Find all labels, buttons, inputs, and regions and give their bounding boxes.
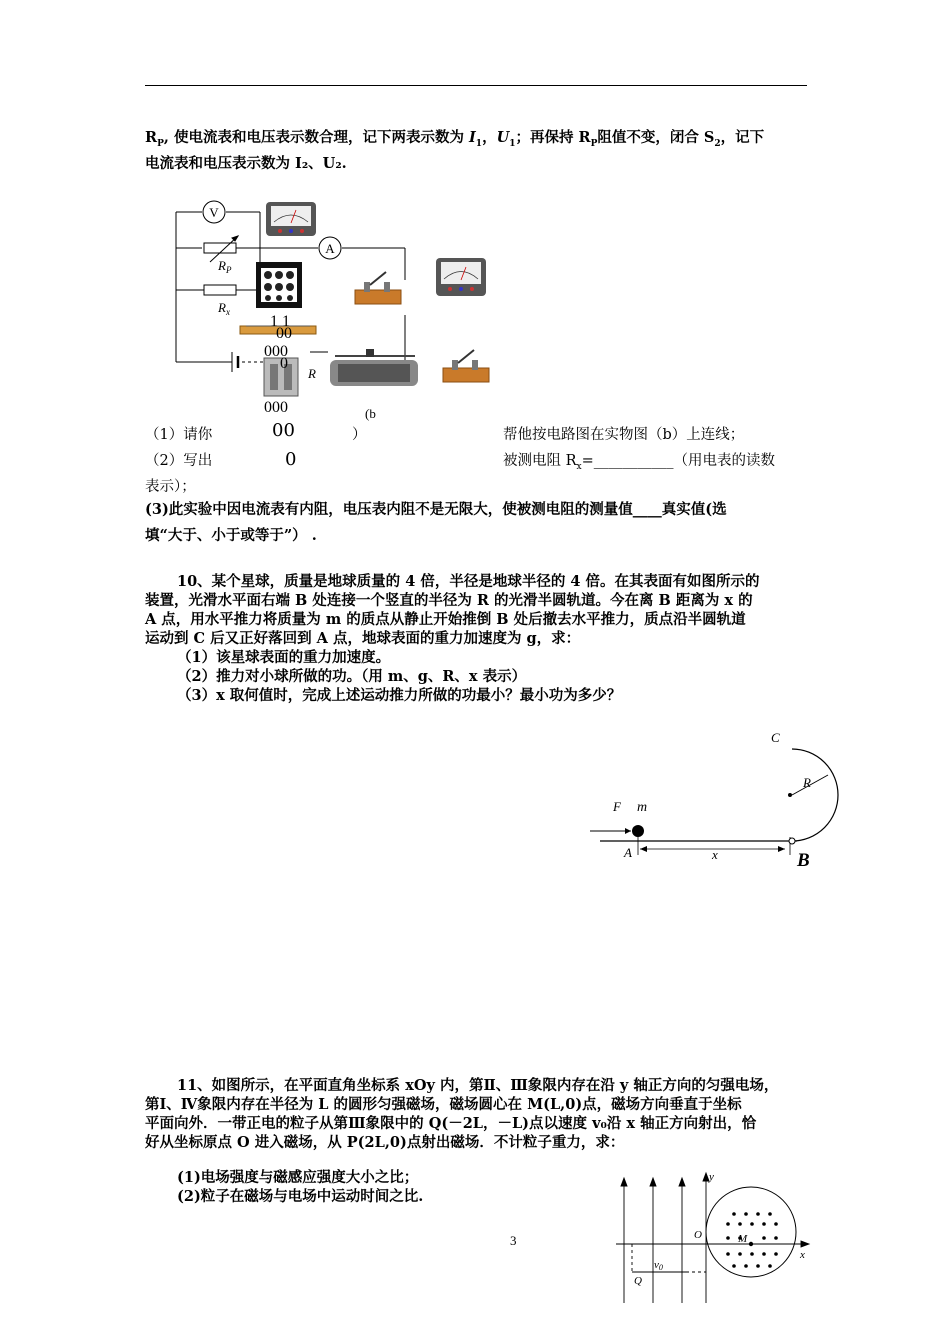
q11-sub2: (2)粒子在磁场与电场中运动时间之比.	[177, 1188, 424, 1205]
q9-part2-right: 被测电阻 $R_x=\_\_\_\_\_\_\_\_\_\_\_$（用电表的读数	[503, 453, 776, 472]
figure-b-label: (b	[365, 406, 376, 421]
q11-figure	[606, 1168, 816, 1308]
semicircle-track	[792, 749, 838, 841]
q9-part2-left: （2）写出	[145, 453, 213, 469]
q10-figure	[585, 725, 845, 875]
switch-1	[355, 272, 401, 304]
label-B: B	[797, 850, 810, 871]
q9-part2-cont: 表示）；	[145, 479, 196, 495]
label-O: O	[694, 1229, 702, 1241]
svg-text:00: 00	[276, 325, 292, 342]
overlay-digits-3: 0	[285, 449, 297, 470]
switch-2	[443, 350, 489, 382]
ball	[632, 825, 644, 837]
rheostat	[310, 349, 418, 386]
label-y: y	[709, 1171, 714, 1183]
q9-part1-right: 帮他按电路图在实物图（b）上连线；	[503, 427, 745, 443]
overlay-digits-2: 00	[272, 420, 295, 441]
q9-intro-line1: $R_P$, 使电流表和电压表示数合理，记下两表示数为 $I_1$，$U_1$；再保持 $R_P$阻值不变，闭合 $S_2$，记下	[145, 129, 765, 149]
label-x: x	[712, 847, 718, 862]
q10-sub3: （3）x 取何值时，完成上述运动推力所做的功最小？最小功为多少？	[177, 687, 622, 704]
q11-line3: 平面向外．一带正电的粒子从第Ⅲ象限中的 Q(－2L，－L)点以速度 v₀沿 x 轴正方向射出，恰	[145, 1115, 757, 1132]
label-Q: Q	[634, 1275, 642, 1287]
ammeter-symbol	[319, 237, 341, 259]
q10-sub1: （1）该星球表面的重力加速度。	[177, 649, 391, 666]
resistance-box	[256, 262, 302, 308]
q10-line2: 装置，光滑水平面右端 B 处连接一个竖直的半径为 R 的光滑半圆轨道。今在离 B 距离为 x 的	[145, 592, 753, 609]
q9-part3-line1: (3)此实验中因电流表有内阻，电压表内阻不是无限大，使被测电阻的测量值____真实值(选	[145, 501, 727, 518]
svg-text:000: 000	[264, 399, 288, 416]
q9-part3-line2: 填“大于、小于或等于”） .	[145, 527, 317, 544]
q11-sub1: (1)电场强度与磁感应强度大小之比；	[177, 1169, 419, 1186]
rp-label: $R_P$	[218, 258, 232, 275]
label-v0: v0	[654, 1259, 663, 1272]
label-m: m	[637, 800, 648, 815]
q11-line1: 11、如图所示，在平面直角坐标系 xOy 内，第Ⅱ、Ⅲ象限内存在沿 y 轴正方向的匀强电场，	[177, 1077, 779, 1094]
svg-text:000: 000	[264, 343, 288, 360]
q11-subs	[177, 1168, 423, 1206]
label-M: M	[738, 1233, 748, 1245]
label-F: F	[613, 799, 621, 814]
label-C: C	[771, 730, 780, 745]
voltmeter-device	[266, 202, 316, 236]
field-dots	[726, 1212, 778, 1268]
q9-part1-left: （1）请你	[145, 427, 213, 443]
q11-line4: 好从坐标原点 O 进入磁场，从 P(2L,0)点射出磁场．不计粒子重力，求：	[145, 1134, 625, 1151]
q9-part1-paren: ）	[352, 427, 367, 443]
q10-sub2: （2）推力对小球所做的功。（用 m、g、R、x 表示）	[177, 668, 527, 685]
svg-text:1 1: 1 1	[270, 313, 290, 330]
q10-line4: 运动到 C 后又正好落回到 A 点，地球表面的重力加速度为 g，求：	[145, 630, 581, 647]
q11-line2: 第Ⅰ、Ⅳ象限内存在半径为 L 的圆形匀强磁场，磁场圆心在 M(L,0)点，磁场方向垂直于坐标	[145, 1096, 742, 1113]
svg-text:0: 0	[280, 355, 288, 372]
magnetic-field-circle	[706, 1187, 796, 1277]
q10-line3: A 点，用水平推力将质量为 m 的质点从静止开始推倒 B 处后撤去水平推力，质点沿半圆轨道	[145, 611, 746, 628]
circuit-figure	[160, 190, 500, 425]
svg-text:V: V	[209, 205, 219, 220]
rx-label: $R_x$	[218, 300, 230, 317]
q10-line1: 10、某个星球，质量是地球质量的 4 倍，半径是地球半径的 4 倍。在其表面有如图所示的	[177, 573, 760, 590]
label-x: x	[800, 1249, 805, 1261]
ammeter-device	[436, 258, 486, 296]
q11-text	[145, 1076, 807, 1152]
svg-text:A: A	[325, 241, 335, 256]
q10-text	[145, 572, 807, 705]
page-number: 3	[510, 1233, 517, 1248]
q9-intro-line2: 电流表和电压表示数为 I₂、U₂.	[145, 155, 347, 172]
r-label: R	[308, 366, 316, 381]
voltmeter-symbol	[203, 201, 225, 223]
header-rule	[145, 85, 807, 86]
label-R: R	[803, 775, 811, 790]
label-A: A	[624, 845, 632, 860]
